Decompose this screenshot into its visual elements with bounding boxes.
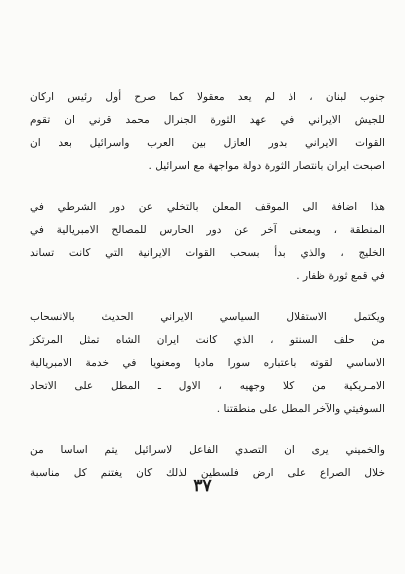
text-line: القوات الايراني بدور العازل بين العرب واسرائيل بعد ان (30, 137, 385, 149)
text-line: في قمع ثورة ظفار . (296, 270, 385, 282)
text-line: الخليج ، والذي بدأ بسحب القوات الايرانية التي كانت تساند (30, 247, 385, 259)
paragraph-1 (30, 86, 385, 178)
text-line: والخميني يرى ان التصدي الفاعل لاسرائيل يتم اساسا من (30, 444, 385, 456)
text-line: المنطقة ، وبمعنى آخر عن دور الحارس للمصالح الامبريالية في (30, 224, 385, 236)
text-line: من حلف السنتو ، الذي كانت ايران الشاه تمثل المرتكز (30, 334, 385, 346)
text-line: السوفيتي والآخر المطل على منطقتنا . (216, 403, 385, 415)
text-line: الاساسي لقوته باعتباره سورا ماديا ومعنويا في خدمة الامبريالية (30, 357, 385, 369)
text-line: خلال الصراع على ارض فلسطين لذلك كان يغتنم كل مناسبة (30, 467, 385, 479)
body-text (30, 86, 385, 503)
paragraph-3 (30, 306, 385, 421)
text-line: هذا اضافة الى الموقف المعلن بالتخلي عن دور الشرطي في (30, 201, 385, 213)
text-line: جنوب لبنان ، اذ لم يعد معقولا كما صرح أول رئيس اركان (30, 91, 385, 103)
text-line: اصبحت ايران بانتصار الثورة دولة مواجهة مع اسرائيل . (148, 160, 385, 172)
text-line: للجيش الايراني في عهد الثورة الجنرال محمد قرني ان تقوم (30, 114, 385, 126)
page-number: ٣٧ (193, 476, 212, 496)
paragraph-2 (30, 196, 385, 288)
text-line: ويكتمل الاستقلال السياسي الايراني الحديث بالانسحاب (30, 311, 385, 323)
text-line: الامـريكية من كلا وجهيه ، الاول ـ المطل على الاتحاد (30, 380, 385, 392)
